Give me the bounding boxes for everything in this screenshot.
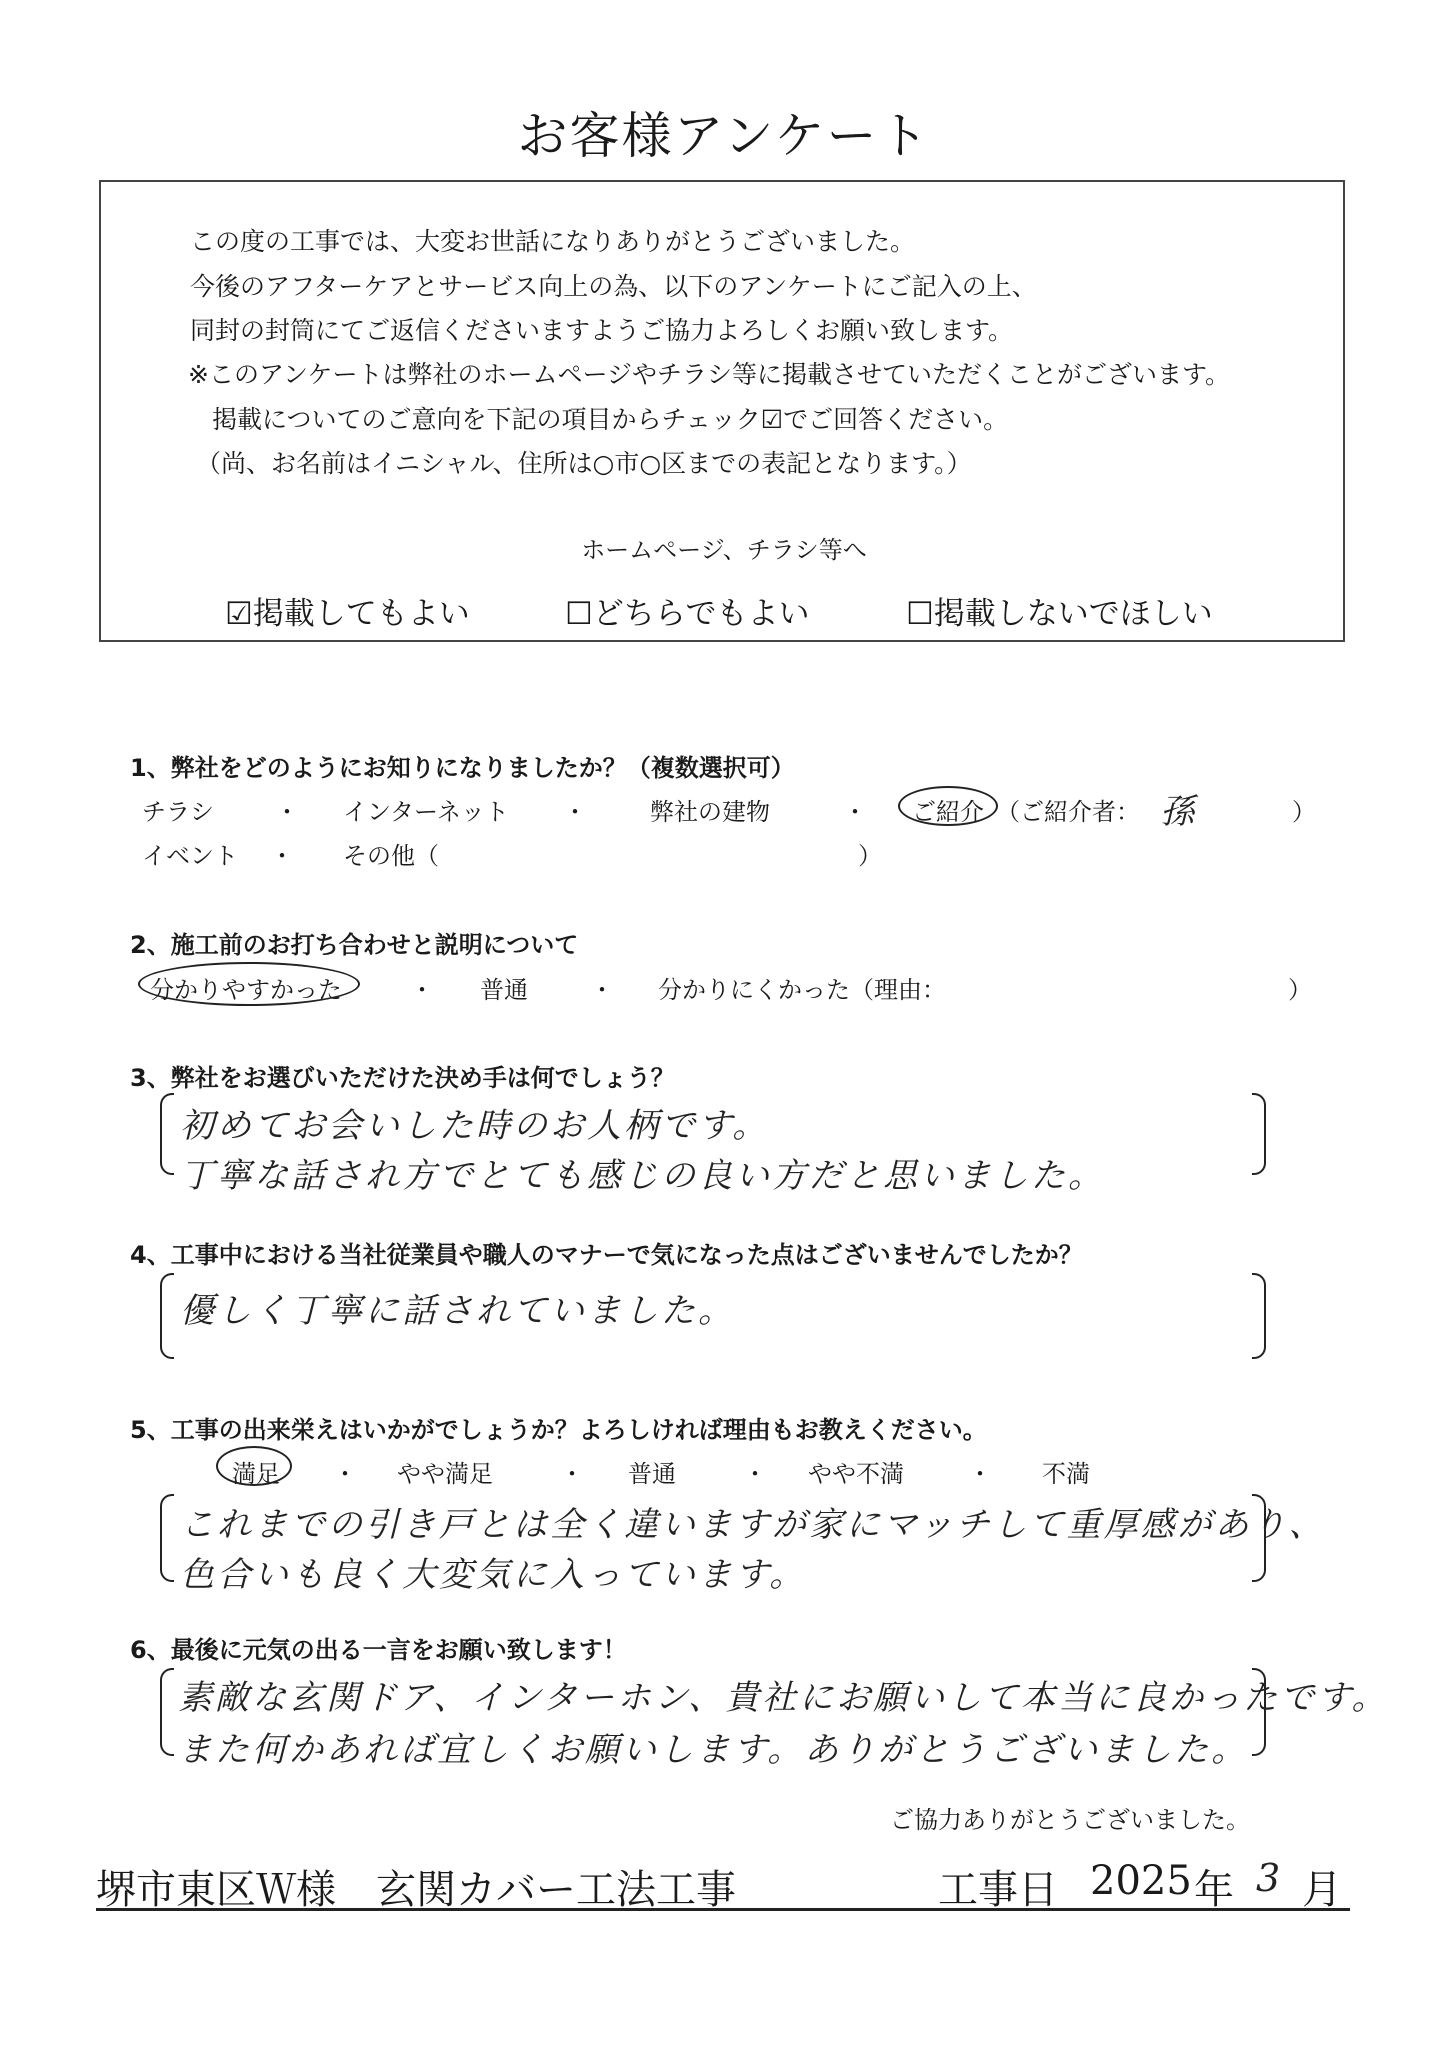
publish-option-label: 掲載しないでほしい — [933, 596, 1213, 632]
q1-option-internet[interactable]: インターネット — [343, 798, 509, 826]
publish-option-label: 掲載してもよい — [252, 596, 470, 632]
question-3: 3、弊社をお選びいただけた決め手は何でしょう？ — [130, 1064, 675, 1092]
checkbox-icon: ☐ — [565, 596, 593, 632]
q1-option-referral[interactable]: ご紹介 — [912, 798, 984, 826]
answer-bracket-right — [1252, 1273, 1266, 1359]
question-4: 4、工事中における当社従業員や職人のマナーで気になった点はございませんでしたか？ — [130, 1241, 1083, 1269]
q5-option-somewhat-satisfied[interactable]: やや満足 — [397, 1460, 493, 1488]
answer-bracket-right — [1252, 1093, 1266, 1175]
question-5: 5、工事の出来栄えはいかがでしょうか？よろしければ理由もお教えください。 — [130, 1416, 987, 1444]
q2-option-normal[interactable]: 普通 — [480, 976, 528, 1004]
q5-option-normal[interactable]: 普通 — [628, 1460, 676, 1488]
q5-option-dissatisfied[interactable]: 不満 — [1042, 1460, 1090, 1488]
notice-line: 掲載についてのご意向を下記の項目からチェック☑でご回答ください。 — [212, 405, 1009, 434]
separator-dot: ・ — [590, 976, 614, 1004]
notice-line: ※このアンケートは弊社のホームページやチラシ等に掲載させていただくことがございます。 — [188, 360, 1230, 389]
q1-option-other[interactable]: その他（ — [343, 842, 439, 870]
notice-line: 同封の封筒にてご返信くださいますようご協力よろしくお願い致します。 — [190, 316, 1014, 345]
answer-bracket-left — [160, 1093, 174, 1175]
q2-option-unclear[interactable]: 分かりにくかった（理由： — [658, 976, 946, 1004]
separator-dot: ・ — [275, 798, 299, 826]
q4-answer-line: 優しく丁寧に話されていました。 — [180, 1291, 735, 1331]
separator-dot: ・ — [333, 1460, 357, 1488]
separator-dot: ・ — [560, 1460, 584, 1488]
answer-bracket-left — [160, 1668, 174, 1756]
answer-bracket-left — [160, 1494, 174, 1582]
footer-underline — [96, 1908, 1350, 1911]
publish-option-no[interactable] — [906, 588, 1213, 633]
q6-answer-line: 素敵な玄関ドア、インターホン、貴社にお願いして本当に良かったです。 — [178, 1678, 1389, 1718]
checkbox-icon: ☐ — [906, 596, 934, 632]
separator-dot: ・ — [410, 976, 434, 1004]
close-paren: ） — [1292, 798, 1316, 826]
notice-line: （尚、お名前はイニシャル、住所は○市○区までの表記となります。） — [196, 449, 972, 478]
q1-option-flyer[interactable]: チラシ — [142, 798, 214, 826]
notice-line: この度の工事では、大変お世話になりありがとうございました。 — [190, 227, 916, 256]
q5-option-somewhat-dissatisfied[interactable]: やや不満 — [808, 1460, 904, 1488]
checked-box-icon: ☑ — [225, 596, 253, 632]
publish-option-label: どちらでもよい — [592, 596, 810, 632]
question-1: 1、弊社をどのようにお知りになりましたか？（複数選択可） — [130, 754, 795, 782]
publish-option-either[interactable] — [565, 588, 810, 633]
customer-project: 堺市東区Ｗ様 玄関カバー工法工事 — [96, 1867, 736, 1913]
page-title: お客様アンケート — [517, 107, 931, 165]
separator-dot: ・ — [843, 798, 867, 826]
q2-option-clear[interactable]: 分かりやすかった — [150, 976, 342, 1004]
referrer-label: （ご紹介者： — [996, 798, 1140, 826]
separator-dot: ・ — [968, 1460, 992, 1488]
close-paren: ） — [858, 842, 882, 870]
q5-answer-line: これまでの引き戸とは全く違いますが家にマッチして重厚感があり、 — [180, 1505, 1326, 1545]
separator-dot: ・ — [743, 1460, 767, 1488]
separator-dot: ・ — [563, 798, 587, 826]
selection-circle — [138, 962, 360, 1006]
q3-answer-line: 丁寧な話され方でとても感じの良い方だと思いました。 — [180, 1156, 1105, 1196]
q6-answer-line: また何かあれば宜しくお願いします。ありがとうございました。 — [178, 1730, 1249, 1770]
q3-answer-line: 初めてお会いした時のお人柄です。 — [180, 1106, 770, 1146]
answer-bracket-left — [160, 1273, 174, 1359]
selection-circle — [898, 786, 998, 826]
q5-option-satisfied[interactable]: 満足 — [232, 1460, 280, 1488]
month-unit: 月 — [1302, 1867, 1342, 1913]
separator-dot: ・ — [270, 842, 294, 870]
selection-circle — [216, 1446, 292, 1486]
year-value: 2025 — [1090, 1858, 1192, 1904]
publish-option-yes[interactable] — [225, 588, 470, 633]
referrer-answer: 孫 — [1160, 792, 1197, 832]
month-value: 3 — [1256, 1856, 1284, 1900]
question-2: 2、施工前のお打ち合わせと説明について — [130, 931, 579, 959]
question-6: 6、最後に元気の出る一言をお願い致します！ — [130, 1636, 627, 1664]
notice-line: 今後のアフターケアとサービス向上の為、以下のアンケートにご記入の上、 — [190, 272, 1037, 301]
year-unit: 年 — [1194, 1867, 1234, 1913]
close-paren: ） — [1288, 976, 1312, 1004]
q1-option-building[interactable]: 弊社の建物 — [650, 798, 770, 826]
thanks-text: ご協力ありがとうございました。 — [890, 1806, 1250, 1834]
q5-answer-line: 色合いも良く大変気に入っています。 — [180, 1555, 807, 1595]
q1-option-event[interactable]: イベント — [142, 842, 238, 870]
publish-heading: ホームページ、チラシ等へ — [581, 536, 867, 564]
date-label: 工事日 — [938, 1867, 1058, 1913]
